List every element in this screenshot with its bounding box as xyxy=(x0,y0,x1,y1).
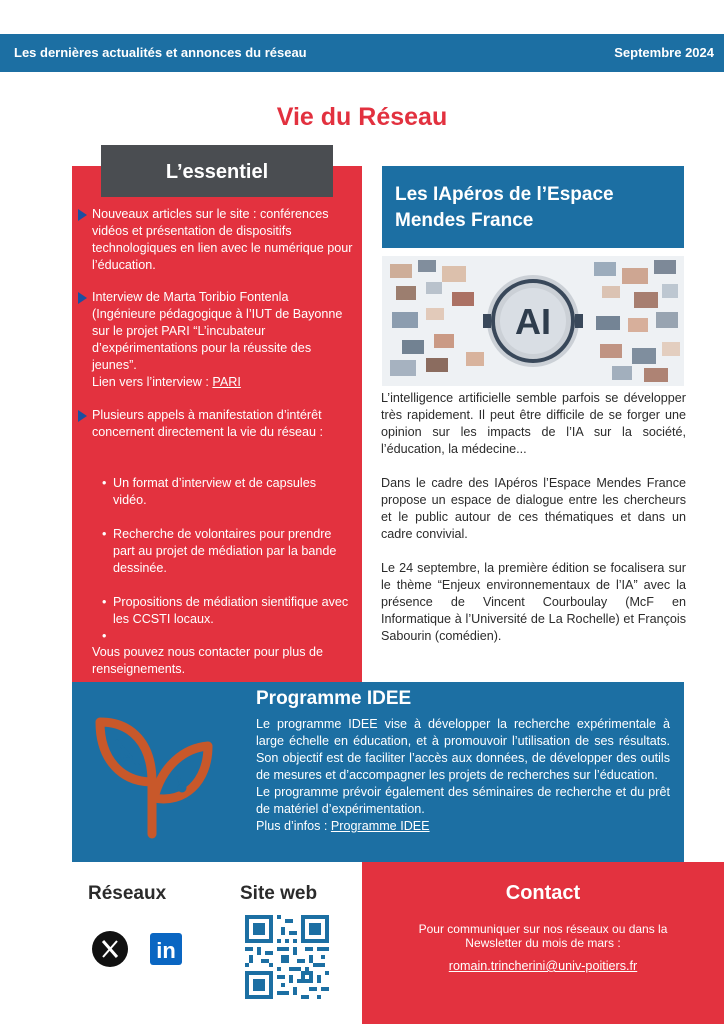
iaperos-text xyxy=(381,390,686,662)
x-icon[interactable] xyxy=(92,931,128,967)
arrow-icon xyxy=(78,292,87,304)
paragraph: Le programme IDEE vise à développer la recherche expérimentale à large échelle en éducation, et à promouvoir l’utilisation de ses résultats. Son objectif est de faciliter l’accès aux données, de développer des outils de mesures et d’accompagner les projets de recherches sur l’éducation. xyxy=(256,717,670,782)
news-item xyxy=(92,407,354,441)
contact-note: Vous pouvez nous contacter pour plus de renseignements. xyxy=(92,645,324,676)
news-item xyxy=(92,206,354,274)
reseaux-title: Réseaux xyxy=(88,883,167,904)
ai-illustration xyxy=(382,256,684,386)
iaperos-title: Les IApéros de l’Espace Mendes France xyxy=(382,166,684,248)
header-date: Septembre 2024 xyxy=(614,45,714,60)
news-item xyxy=(92,289,354,391)
site-title: Site web xyxy=(240,883,318,904)
header-subtitle: Les dernières actualités et annonces du réseau xyxy=(14,45,307,60)
plant-circuit-icon xyxy=(92,700,214,840)
pari-link[interactable]: PARI xyxy=(212,375,241,389)
programme-text xyxy=(256,716,670,835)
interview-link-label: Lien vers l’interview : xyxy=(92,375,213,389)
contact-text: Pour communiquer sur nos réseaux ou dans la Newsletter du mois de mars : xyxy=(418,922,668,950)
arrow-icon xyxy=(78,209,87,221)
news-item-text: Nouveaux articles sur le site : conférences vidéos et présentation de dispositifs technologiques en lien avec le numérique pour l’éducation. xyxy=(92,207,353,272)
ai-label: AI xyxy=(515,301,551,342)
linkedin-icon[interactable] xyxy=(150,933,182,965)
essentiel-title: L’essentiel xyxy=(101,145,333,197)
news-item-text: Interview de Marta Toribio Fontenla (Ingénieure pédagogique à l’IUT de Bayonne sur le projet PARI “L’incubateur d’expérimentations pour la réussite des jeunes”. xyxy=(92,290,343,372)
paragraph: L’intelligence artificielle semble parfois se développer très rapidement. Il peut être difficile de se forger une opinion sur les impacts de l’IA sur la société, l’éducation, la médecine... xyxy=(381,391,686,456)
contact-panel xyxy=(362,862,724,1024)
contact-title: Contact xyxy=(505,882,581,904)
paragraph: Dans le cadre des IApéros l’Espace Mendes France propose un espace de dialogue entre les chercheurs et le public autour de ces thématiques et dans un cadre convivial. xyxy=(381,476,686,541)
arrow-icon xyxy=(78,410,87,422)
paragraph: Le programme prévoir également des séminaires de recherche et du prêt de matériel d’expérimentation. xyxy=(256,785,670,816)
list-item: • Propositions de médiation sientifique avec les CCSTI locaux. xyxy=(102,595,349,626)
programme-idee-link[interactable]: Programme IDEE xyxy=(330,819,430,833)
news-item-text: Plusieurs appels à manifestation d’intérêt concernent directement la vie du réseau : xyxy=(92,408,324,439)
programme-panel xyxy=(72,682,684,862)
header-bar xyxy=(0,34,724,72)
contact-email-link[interactable]: romain.trincherini@univ-poitiers.fr xyxy=(448,959,638,973)
more-info: Plus d’infos : Programme IDEE xyxy=(256,819,430,833)
svg-text:in: in xyxy=(156,938,176,963)
list-item: • Un format d’interview et de capsules vidéo. xyxy=(102,476,316,507)
paragraph: Le 24 septembre, la première édition se focalisera sur le thème “Enjeux environnementaux de l’IA” avec la présence de Vincent Courboulay (McF en Informatique à l’Université de La Rochelle) et François Sabourin (comédien). xyxy=(381,561,686,643)
qr-code[interactable] xyxy=(245,915,329,999)
programme-title: Programme IDEE xyxy=(256,688,412,709)
list-item: • Recherche de volontaires pour prendre part au projet de médiation par la bande dessinée. xyxy=(102,527,337,575)
page-title: Vie du Réseau xyxy=(276,103,448,131)
